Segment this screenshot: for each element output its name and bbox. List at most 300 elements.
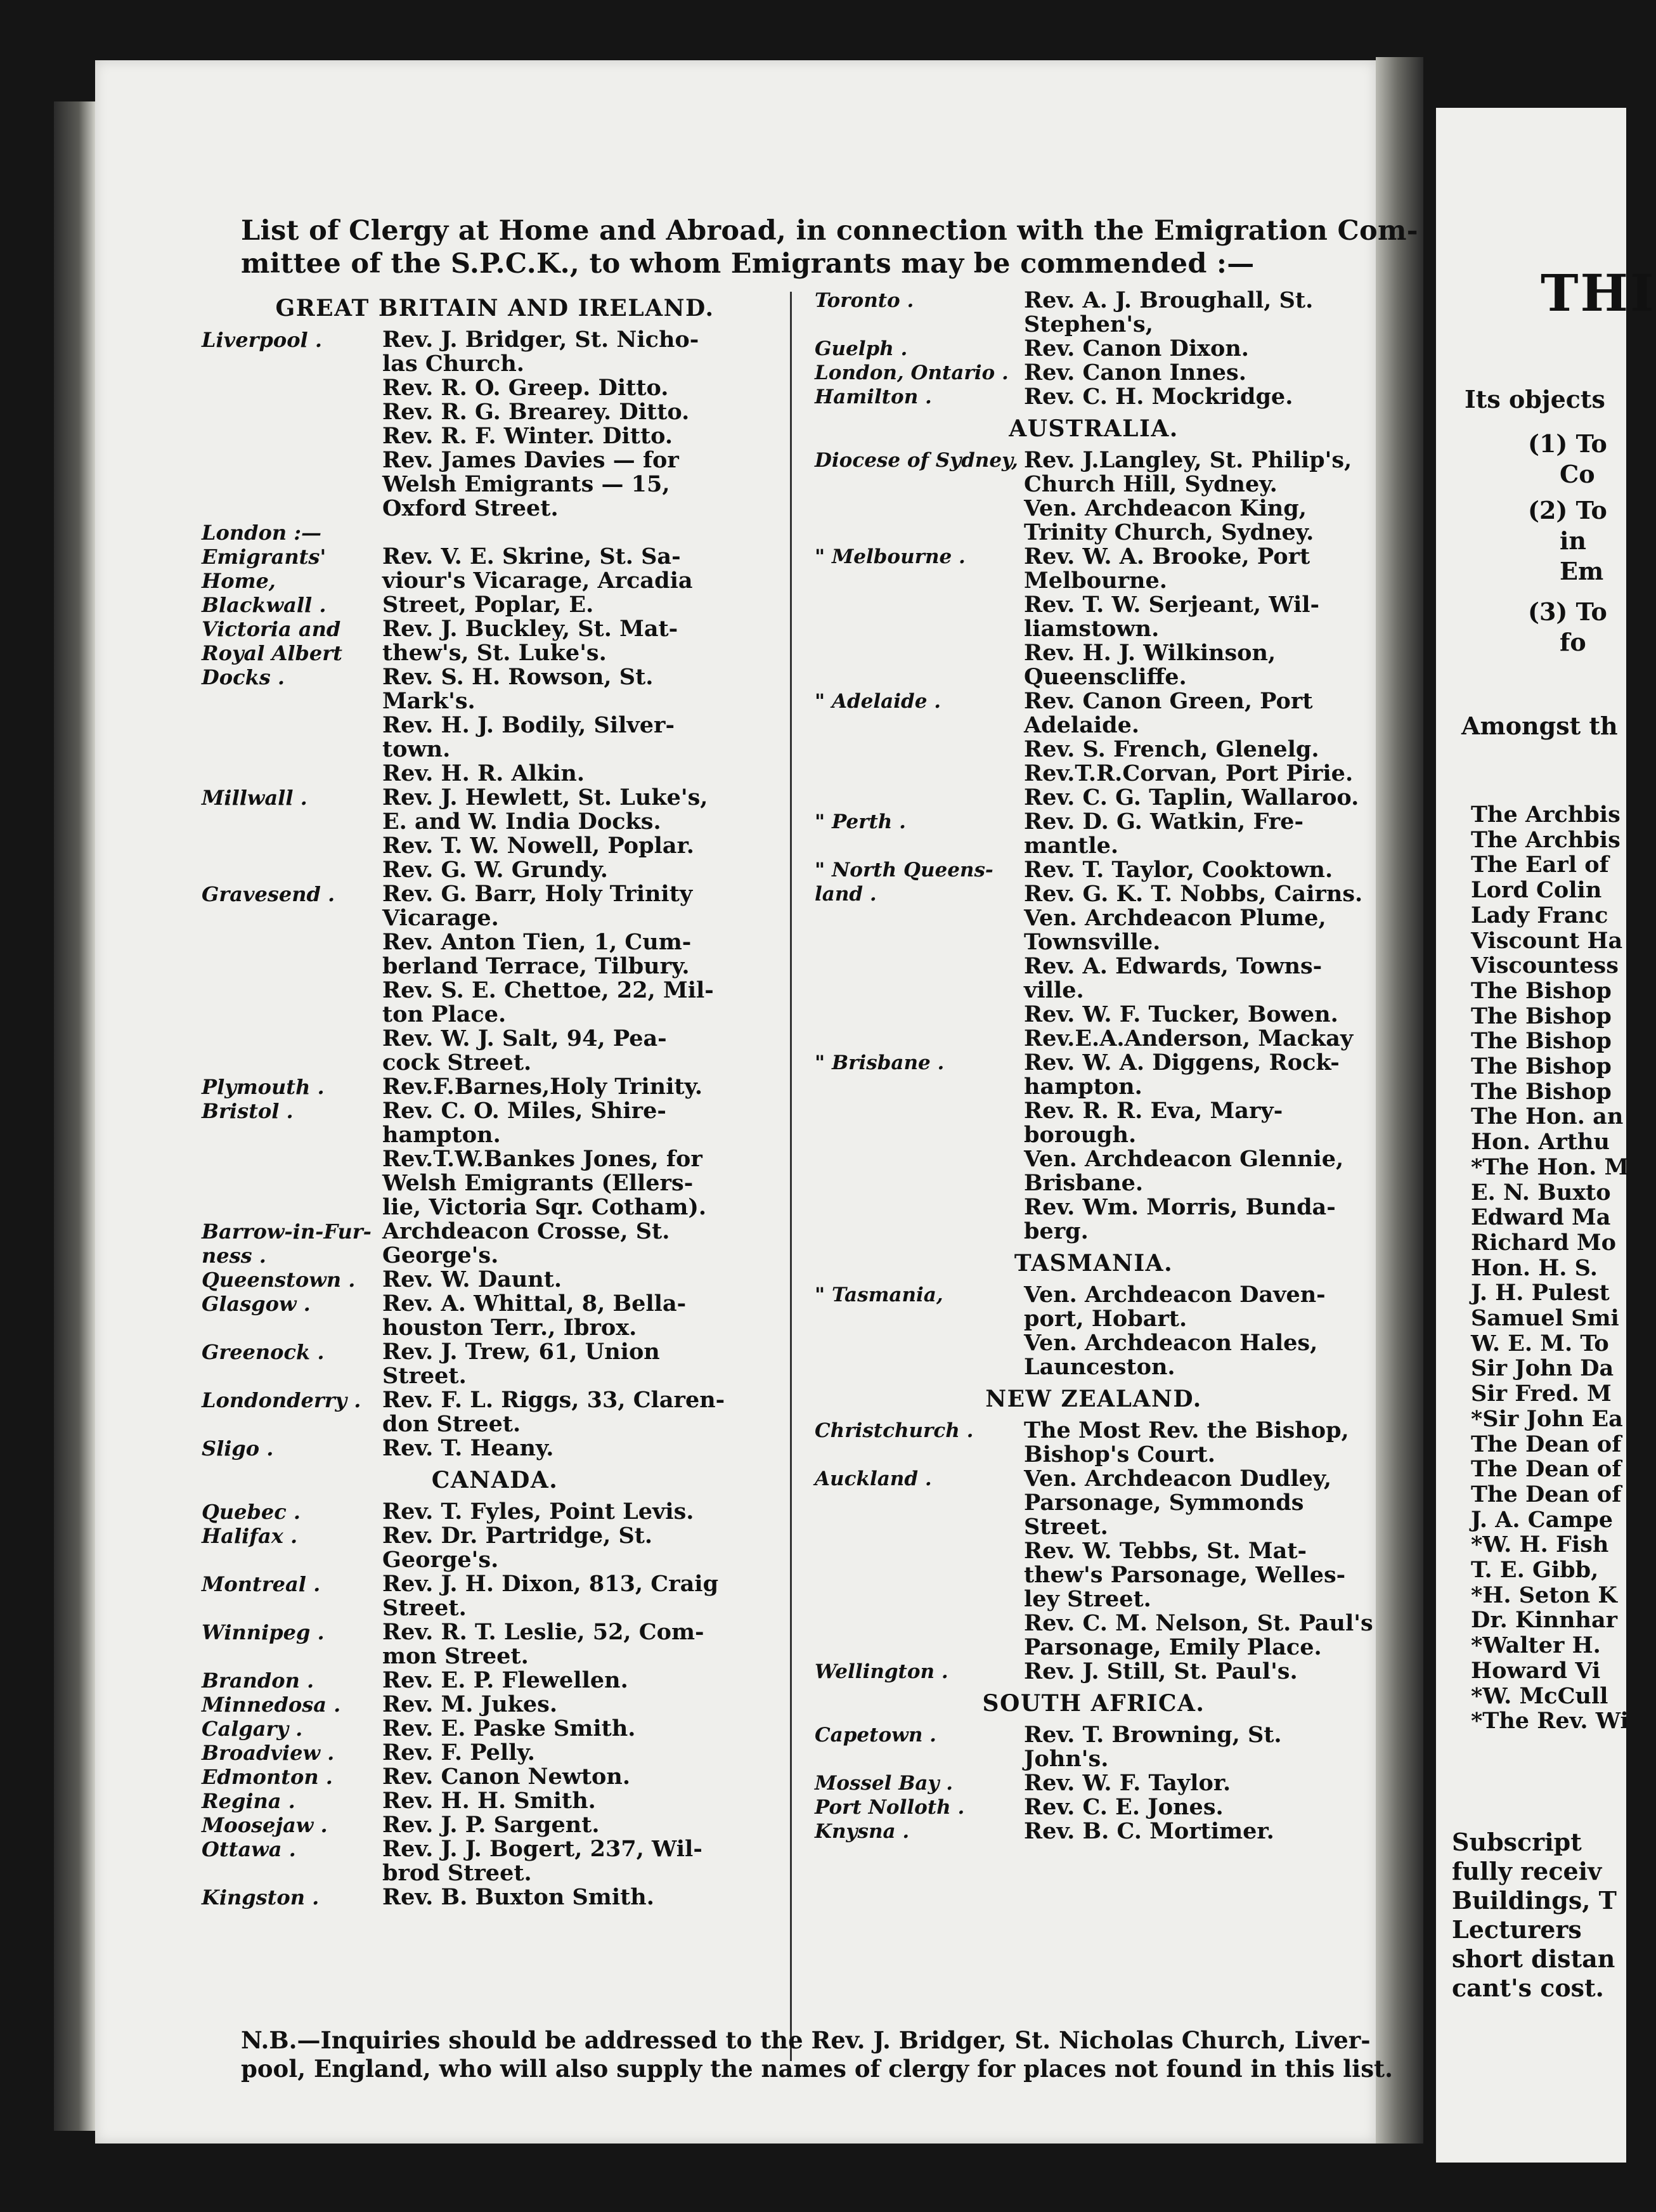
- clergy-line: Ven. Archdeacon Daven-: [1024, 1282, 1326, 1308]
- right-page-line: Viscount Ha: [1471, 927, 1623, 954]
- clergy-entry: [815, 1795, 1373, 1819]
- clergy-list: [382, 1436, 788, 1461]
- clergy-line: Rev. J.Langley, St. Philip's,: [1024, 447, 1352, 473]
- right-page-line: (3) To: [1528, 597, 1607, 626]
- clergy-line: port, Hobart.: [1024, 1306, 1187, 1332]
- place-name: Knysna .: [815, 1820, 910, 1843]
- clergy-line: Street.: [382, 1363, 467, 1389]
- right-page-line: W. E. M. To: [1471, 1330, 1609, 1356]
- region-heading: NEW ZEALAND.: [985, 1386, 1202, 1412]
- place-name: Moosejaw .: [202, 1813, 328, 1837]
- clergy-line: Rev. H. R. Alkin.: [382, 760, 585, 786]
- right-page-line: E. N. Buxto: [1471, 1179, 1611, 1206]
- clergy-list: [382, 1500, 788, 1524]
- place-name: Mossel Bay .: [815, 1772, 954, 1795]
- clergy-line: Rev. S. E. Chettoe, 22, Mil-: [382, 977, 714, 1003]
- place-name: Winnipeg .: [202, 1620, 325, 1644]
- clergy-entry: [202, 1099, 788, 1220]
- clergy-line: Rev. W. A. Diggens, Rock-: [1024, 1050, 1340, 1076]
- right-page-line: Co: [1560, 460, 1595, 488]
- clergy-line: Rev. T. W. Serjeant, Wil-: [1024, 592, 1320, 618]
- footnote: [241, 2026, 1393, 2083]
- clergy-line: Rev. F. L. Riggs, 33, Claren-: [382, 1387, 725, 1413]
- right-page-line: (1) To: [1528, 429, 1607, 458]
- clergy-entry: [202, 617, 788, 786]
- right-page-line: The Archbis: [1471, 802, 1620, 828]
- clergy-entry: [815, 1771, 1373, 1795]
- clergy-list: [382, 1388, 788, 1436]
- right-page-line: The Dean of: [1471, 1431, 1622, 1457]
- right-page-line: Em: [1560, 557, 1604, 585]
- clergy-line: Rev.T.W.Bankes Jones, for: [382, 1146, 702, 1172]
- clergy-line: Rev. T. Browning, St.: [1024, 1722, 1282, 1748]
- clergy-list: [1024, 1795, 1373, 1819]
- clergy-list: [382, 1572, 788, 1620]
- clergy-list: [382, 786, 788, 882]
- place-name: Glasgow .: [202, 1292, 311, 1316]
- clergy-line: Street, Poplar, E.: [382, 592, 594, 618]
- clergy-line: don Street.: [382, 1411, 521, 1437]
- clergy-entry: [815, 689, 1373, 810]
- clergy-line: las Church.: [382, 351, 524, 377]
- clergy-list: [1024, 385, 1373, 409]
- clergy-list: [1024, 1723, 1373, 1771]
- clergy-line: Church Hill, Sydney.: [1024, 471, 1278, 497]
- clergy-line: ville.: [1024, 977, 1084, 1003]
- clergy-entry: [202, 1500, 788, 1524]
- clergy-entry: [815, 385, 1373, 409]
- intro-paragraph: [241, 214, 1418, 280]
- clergy-line: hampton.: [382, 1122, 501, 1148]
- clergy-line: houston Terr., Ibrox.: [382, 1315, 637, 1341]
- clergy-entry: [202, 1340, 788, 1388]
- clergy-list: [382, 1340, 788, 1388]
- clergy-line: Rev. D. G. Watkin, Fre-: [1024, 809, 1303, 835]
- right-page-line: Richard Mo: [1471, 1229, 1617, 1256]
- clergy-line: Rev. James Davies — for: [382, 447, 679, 473]
- right-page-line: Hon. Arthu: [1471, 1129, 1610, 1155]
- place-name: London, Ontario .: [815, 361, 1009, 384]
- place-name: " Adelaide .: [815, 690, 941, 713]
- right-page-line: fully receiv: [1452, 1857, 1602, 1885]
- clergy-line: Rev. H. J. Bodily, Silver-: [382, 712, 675, 738]
- clergy-list: [1024, 448, 1373, 545]
- column-divider: [790, 292, 792, 2061]
- clergy-list: [382, 1268, 788, 1292]
- clergy-line: Rev. J. Trew, 61, Union: [382, 1339, 660, 1365]
- clergy-list: [382, 1885, 788, 1909]
- clergy-list: [382, 1765, 788, 1789]
- clergy-line: Rev. W. F. Tucker, Bowen.: [1024, 1001, 1338, 1027]
- right-page-line: *Sir John Ea: [1471, 1405, 1623, 1432]
- clergy-line: brod Street.: [382, 1860, 532, 1886]
- right-page-line: *W. H. Fish: [1471, 1532, 1609, 1558]
- place-name: Port Nolloth .: [815, 1796, 965, 1819]
- clergy-line: hampton.: [1024, 1074, 1142, 1100]
- clergy-line: The Most Rev. the Bishop,: [1024, 1417, 1349, 1443]
- place-name: Guelph .: [815, 337, 908, 360]
- clergy-list: [1024, 361, 1373, 385]
- clergy-line: Rev. T. Taylor, Cooktown.: [1024, 857, 1333, 883]
- clergy-line: Rev. R. R. Eva, Mary-: [1024, 1098, 1283, 1124]
- clergy-list: [1024, 545, 1373, 689]
- right-page-line: *W. McCull: [1471, 1682, 1608, 1709]
- clergy-entry: [202, 1572, 788, 1620]
- clergy-entry: [202, 328, 788, 521]
- clergy-line: Ven. Archdeacon Hales,: [1024, 1330, 1318, 1356]
- clergy-entry: [815, 1660, 1373, 1684]
- clergy-line: Welsh Emigrants — 15,: [382, 471, 670, 497]
- right-page-line: Hon. H. S.: [1471, 1254, 1598, 1281]
- clergy-list: [382, 1292, 788, 1340]
- place-name: Capetown .: [815, 1724, 936, 1747]
- right-column: [815, 289, 1373, 1844]
- clergy-line: Rev. R. T. Leslie, 52, Com-: [382, 1619, 704, 1645]
- clergy-list: [382, 882, 788, 1075]
- right-page-line: The Bishop: [1471, 977, 1612, 1004]
- region-heading: CANADA.: [431, 1467, 559, 1493]
- clergy-entry: [202, 1765, 788, 1789]
- clergy-line: thew's, St. Luke's.: [382, 640, 607, 666]
- place-name: Millwall .: [202, 786, 307, 810]
- clergy-list: [382, 1717, 788, 1741]
- clergy-line: Vicarage.: [382, 905, 499, 931]
- clergy-line: Rev. A. Whittal, 8, Bella-: [382, 1291, 687, 1317]
- left-column: [202, 289, 788, 1909]
- clergy-list: [1024, 1467, 1373, 1660]
- clergy-list: [382, 1693, 788, 1717]
- clergy-list: [1024, 858, 1373, 1051]
- clergy-line: Adelaide.: [1024, 712, 1140, 738]
- clergy-entry: [202, 1220, 788, 1268]
- clergy-line: Rev. J. H. Dixon, 813, Craig: [382, 1571, 719, 1597]
- clergy-line: Street.: [382, 1595, 467, 1621]
- clergy-line: Trinity Church, Sydney.: [1024, 519, 1314, 545]
- clergy-list: [1024, 337, 1373, 361]
- clergy-entry: [202, 1620, 788, 1669]
- clergy-line: Rev. A. J. Broughall, St.: [1024, 287, 1314, 313]
- right-page-line: Viscountess: [1471, 953, 1619, 979]
- place-name: Queenstown .: [202, 1268, 356, 1292]
- place-name: Greenock .: [202, 1340, 325, 1364]
- place-name: " Melbourne .: [815, 545, 966, 568]
- clergy-list: [382, 1075, 788, 1099]
- clergy-list: [382, 1669, 788, 1693]
- clergy-list: [1024, 810, 1373, 858]
- right-page-title: THI: [1541, 263, 1656, 323]
- clergy-line: Rev. Wm. Morris, Bunda-: [1024, 1194, 1336, 1220]
- clergy-entry: [815, 289, 1373, 337]
- place-name: Wellington .: [815, 1660, 948, 1683]
- clergy-entry: [202, 545, 788, 617]
- clergy-line: Rev. W. J. Salt, 94, Pea-: [382, 1025, 667, 1051]
- clergy-entry: [202, 1813, 788, 1837]
- right-page-line: Lecturers: [1452, 1915, 1582, 1944]
- place-name: Ottawa .: [202, 1837, 296, 1861]
- right-page-line: The Earl of: [1471, 852, 1609, 878]
- right-page-line: *Walter H.: [1471, 1632, 1601, 1659]
- clergy-entry: [202, 521, 788, 545]
- clergy-line: Rev. R. O. Greep. Ditto.: [382, 375, 669, 401]
- clergy-line: Rev. Dr. Partridge, St.: [382, 1523, 653, 1549]
- right-page-line: The Hon. an: [1471, 1103, 1624, 1130]
- clergy-entry: [815, 448, 1373, 545]
- clergy-line: Rev. R. F. Winter. Ditto.: [382, 423, 673, 449]
- clergy-line: George's.: [382, 1242, 499, 1268]
- clergy-list: [382, 1099, 788, 1220]
- right-page-line: Samuel Smi: [1471, 1305, 1619, 1331]
- clergy-line: Rev. W. Daunt.: [382, 1266, 562, 1292]
- right-page-line: Howard Vi: [1471, 1657, 1601, 1684]
- clergy-line: berland Terrace, Tilbury.: [382, 953, 690, 979]
- clergy-line: ton Place.: [382, 1001, 507, 1027]
- clergy-entry: [202, 1669, 788, 1693]
- clergy-entry: [202, 1885, 788, 1909]
- right-page-line: Buildings, T: [1452, 1886, 1617, 1915]
- right-page-line: in: [1560, 526, 1587, 555]
- clergy-line: Rev. A. Edwards, Towns-: [1024, 953, 1323, 979]
- clergy-line: Rev. Canon Newton.: [382, 1764, 631, 1790]
- clergy-line: Rev. C. M. Nelson, St. Paul's: [1024, 1610, 1373, 1636]
- right-page-line: The Bishop: [1471, 1003, 1612, 1029]
- clergy-entry: [815, 1419, 1373, 1467]
- right-page-line: Lady Franc: [1471, 902, 1608, 928]
- clergy-line: Rev. Canon Innes.: [1024, 360, 1246, 386]
- clergy-entry: [815, 545, 1373, 689]
- clergy-line: Bishop's Court.: [1024, 1441, 1215, 1467]
- place-name: " Brisbane .: [815, 1051, 945, 1074]
- right-page-line: *The Hon. M: [1471, 1154, 1629, 1180]
- clergy-list: [1024, 289, 1373, 337]
- right-page-line: J. H. Pulest: [1471, 1280, 1610, 1306]
- clergy-line: Rev. H. J. Wilkinson,: [1024, 640, 1276, 666]
- clergy-entry: [815, 1051, 1373, 1244]
- clergy-line: mantle.: [1024, 833, 1119, 859]
- right-page-line: short distan: [1452, 1944, 1615, 1973]
- place-name: Regina .: [202, 1789, 295, 1813]
- clergy-line: Stephen's,: [1024, 311, 1153, 337]
- clergy-line: Rev. W. F. Taylor.: [1024, 1770, 1231, 1796]
- region-heading: TASMANIA.: [1014, 1250, 1174, 1277]
- clergy-line: Mark's.: [382, 688, 475, 714]
- clergy-entry: [815, 1283, 1373, 1379]
- right-page-line: J. A. Campe: [1471, 1506, 1614, 1533]
- clergy-line: Rev. E. Paske Smith.: [382, 1715, 636, 1741]
- clergy-line: Rev. T. Heany.: [382, 1435, 554, 1461]
- clergy-line: Ven. Archdeacon King,: [1024, 495, 1307, 521]
- right-page-line: Subscript: [1452, 1828, 1582, 1856]
- place-name: Auckland .: [815, 1467, 932, 1490]
- clergy-entry: [815, 361, 1373, 385]
- place-name: Broadview .: [202, 1741, 335, 1765]
- clergy-entry: [202, 1436, 788, 1461]
- right-page-line: (2) To: [1528, 496, 1607, 524]
- clergy-line: Archdeacon Crosse, St.: [382, 1218, 670, 1244]
- clergy-line: borough.: [1024, 1122, 1137, 1148]
- clergy-line: Rev. C. H. Mockridge.: [1024, 384, 1293, 410]
- clergy-entry: [202, 1789, 788, 1813]
- clergy-entry: [815, 810, 1373, 858]
- clergy-line: Rev. F. Pelly.: [382, 1740, 535, 1766]
- clergy-list: [1024, 1419, 1373, 1467]
- right-page-line: Sir John Da: [1471, 1355, 1614, 1382]
- right-page-line: Edward Ma: [1471, 1204, 1611, 1231]
- footnote-line: pool, England, who will also supply the names of clergy for places not found in this list.: [241, 2055, 1394, 2083]
- place-name: " North Queens- land .: [815, 859, 993, 906]
- clergy-line: mon Street.: [382, 1643, 529, 1669]
- clergy-list: [382, 1837, 788, 1885]
- place-name: Bristol .: [202, 1099, 294, 1123]
- clergy-line: Rev. G. K. T. Nobbs, Cairns.: [1024, 881, 1363, 907]
- clergy-line: Brisbane.: [1024, 1170, 1144, 1196]
- place-name: Brandon .: [202, 1669, 314, 1693]
- clergy-list: [382, 521, 788, 545]
- clergy-line: Rev. C. E. Jones.: [1024, 1794, 1224, 1820]
- clergy-line: Rev.T.R.Corvan, Port Pirie.: [1024, 760, 1354, 786]
- clergy-entry: [815, 1819, 1373, 1844]
- right-page-line: Amongst th: [1461, 712, 1618, 740]
- clergy-entry: [202, 1837, 788, 1885]
- clergy-list: [382, 1220, 788, 1268]
- place-name: Sligo .: [202, 1436, 274, 1461]
- right-page-line: Dr. Kinnhar: [1471, 1607, 1618, 1634]
- clergy-line: thew's Parsonage, Welles-: [1024, 1562, 1346, 1588]
- clergy-entry: [202, 1717, 788, 1741]
- clergy-entry: [815, 1723, 1373, 1771]
- clergy-line: Rev. E. P. Flewellen.: [382, 1667, 628, 1693]
- right-page-line: The Bishop: [1471, 1053, 1612, 1079]
- intro-line: mittee of the S.P.C.K., to whom Emigrants may be commended :—: [241, 248, 1255, 280]
- place-name: Kingston .: [202, 1885, 320, 1909]
- clergy-line: Rev. J. P. Sargent.: [382, 1812, 600, 1838]
- clergy-line: Rev. Anton Tien, 1, Cum-: [382, 929, 692, 955]
- clergy-list: [382, 328, 788, 521]
- clergy-line: Rev. J. Still, St. Paul's.: [1024, 1658, 1298, 1684]
- place-name: Christchurch .: [815, 1419, 974, 1442]
- right-page-line: Lord Colin: [1471, 877, 1602, 904]
- clergy-list: [382, 1741, 788, 1765]
- clergy-entry: [202, 1075, 788, 1099]
- clergy-line: liamstown.: [1024, 616, 1160, 642]
- right-page-line: The Bishop: [1471, 1028, 1612, 1055]
- clergy-list: [1024, 1051, 1373, 1244]
- place-name: Gravesend .: [202, 882, 335, 906]
- book-spine-left: [54, 101, 95, 2131]
- clergy-entry: [202, 1388, 788, 1436]
- region-heading: SOUTH AFRICA.: [982, 1690, 1205, 1717]
- place-name: Hamilton .: [815, 386, 932, 408]
- clergy-line: Rev. H. H. Smith.: [382, 1788, 596, 1814]
- clergy-entry: [202, 1741, 788, 1765]
- clergy-entry: [202, 1292, 788, 1340]
- intro-line: List of Clergy at Home and Abroad, in connection with the Emigration Com-: [241, 215, 1418, 247]
- clergy-line: Rev. B. Buxton Smith.: [382, 1884, 654, 1910]
- place-name: Calgary .: [202, 1717, 303, 1741]
- clergy-line: John's.: [1024, 1746, 1109, 1772]
- right-page-line: The Bishop: [1471, 1078, 1612, 1105]
- clergy-list: [382, 1524, 788, 1572]
- clergy-line: Rev. J. Bridger, St. Nicho-: [382, 327, 699, 353]
- clergy-line: Rev. C. O. Miles, Shire-: [382, 1098, 666, 1124]
- clergy-line: Ven. Archdeacon Glennie,: [1024, 1146, 1344, 1172]
- clergy-line: Rev. B. C. Mortimer.: [1024, 1818, 1274, 1844]
- place-name: Quebec .: [202, 1500, 301, 1524]
- clergy-line: Melbourne.: [1024, 568, 1167, 594]
- clergy-line: Street.: [1024, 1514, 1108, 1540]
- clergy-list: [1024, 1819, 1373, 1844]
- place-name: Londonderry .: [202, 1388, 361, 1412]
- clergy-line: town.: [382, 736, 451, 762]
- clergy-list: [1024, 1660, 1373, 1684]
- clergy-line: Rev. S. H. Rowson, St.: [382, 664, 654, 690]
- clergy-list: [382, 1620, 788, 1669]
- clergy-entry: [815, 858, 1373, 1051]
- clergy-line: Rev.E.A.Anderson, Mackay: [1024, 1025, 1354, 1051]
- place-name: Emigrants' Home, Blackwall .: [202, 545, 327, 617]
- clergy-line: Rev. W. A. Brooke, Port: [1024, 543, 1310, 569]
- clergy-line: berg.: [1024, 1218, 1089, 1244]
- right-page-line: *H. Seton K: [1471, 1582, 1617, 1608]
- place-name: Plymouth .: [202, 1075, 325, 1099]
- clergy-line: lie, Victoria Sqr. Cotham).: [382, 1194, 707, 1220]
- place-name: " Perth .: [815, 810, 906, 833]
- clergy-line: Rev. V. E. Skrine, St. Sa-: [382, 543, 681, 569]
- place-name: Montreal .: [202, 1572, 321, 1596]
- clergy-line: Rev. J. J. Bogert, 237, Wil-: [382, 1836, 702, 1862]
- clergy-line: cock Street.: [382, 1050, 532, 1076]
- clergy-list: [1024, 1283, 1373, 1379]
- clergy-entry: [202, 1268, 788, 1292]
- clergy-line: Welsh Emigrants (Ellers-: [382, 1170, 694, 1196]
- clergy-list: [382, 1789, 788, 1813]
- clergy-line: Oxford Street.: [382, 495, 559, 521]
- clergy-line: Rev. M. Jukes.: [382, 1691, 558, 1717]
- right-page-line: The Dean of: [1471, 1456, 1622, 1483]
- clergy-line: Rev. R. G. Brearey. Ditto.: [382, 399, 690, 425]
- place-name: Minnedosa .: [202, 1693, 341, 1717]
- clergy-line: Queenscliffe.: [1024, 664, 1187, 690]
- clergy-line: Rev.F.Barnes,Holy Trinity.: [382, 1074, 703, 1100]
- right-page-line: fo: [1560, 628, 1586, 656]
- clergy-list: [382, 545, 788, 617]
- region-heading: AUSTRALIA.: [1009, 415, 1179, 442]
- clergy-line: Rev. T. Fyles, Point Levis.: [382, 1499, 694, 1525]
- clergy-line: Rev. Canon Green, Port: [1024, 688, 1313, 714]
- clergy-line: Ven. Archdeacon Dudley,: [1024, 1466, 1332, 1492]
- clergy-entry: [202, 786, 788, 882]
- clergy-line: ley Street.: [1024, 1586, 1151, 1612]
- place-name: Liverpool .: [202, 328, 322, 352]
- clergy-list: [1024, 689, 1373, 810]
- clergy-line: Rev. J. Hewlett, St. Luke's,: [382, 784, 708, 810]
- clergy-list: [382, 1813, 788, 1837]
- place-name: Victoria and Royal Albert Docks .: [202, 617, 342, 689]
- right-page-line: Sir Fred. M: [1471, 1381, 1612, 1407]
- clergy-line: Rev. G. W. Grundy.: [382, 857, 608, 883]
- clergy-line: Rev. W. Tebbs, St. Mat-: [1024, 1538, 1307, 1564]
- clergy-line: Rev. C. G. Taplin, Wallaroo.: [1024, 784, 1359, 810]
- clergy-line: viour's Vicarage, Arcadia: [382, 568, 693, 594]
- place-name: " Tasmania,: [815, 1284, 943, 1306]
- right-page-line: *The Rev. Wi: [1471, 1708, 1629, 1734]
- clergy-line: Townsville.: [1024, 929, 1161, 955]
- place-name: Toronto .: [815, 289, 914, 312]
- clergy-list: [1024, 1771, 1373, 1795]
- right-page-line: T. E. Gibb,: [1471, 1557, 1599, 1583]
- clergy-line: George's.: [382, 1547, 499, 1573]
- clergy-entry: [202, 1524, 788, 1572]
- clergy-line: Ven. Archdeacon Plume,: [1024, 905, 1326, 931]
